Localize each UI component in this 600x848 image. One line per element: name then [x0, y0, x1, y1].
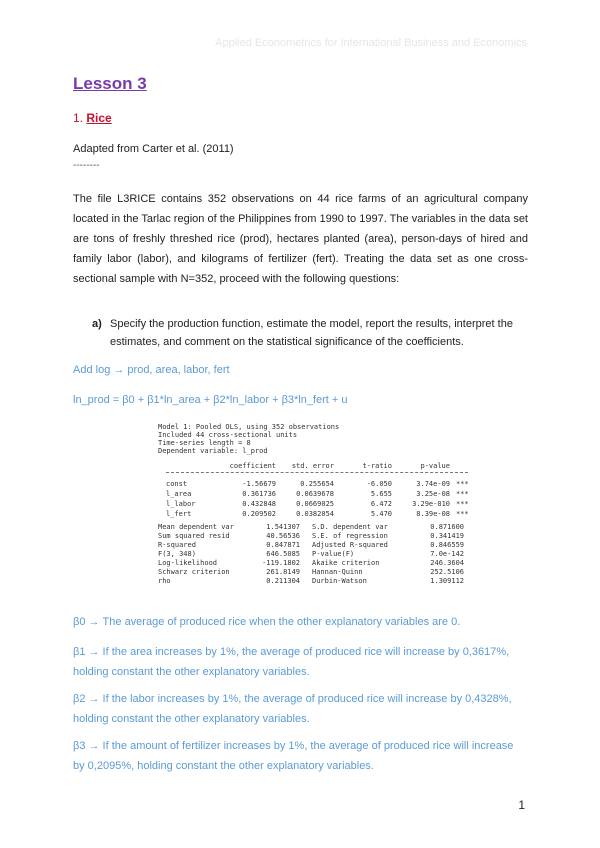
table-row: [158, 489, 528, 499]
stat-row: [158, 550, 528, 559]
stat-value: 1.309112: [430, 577, 464, 585]
stat-label: S.D. dependent var: [312, 523, 388, 531]
stat-value: -119.1802: [262, 559, 300, 567]
se-value: 0.0382054: [296, 510, 334, 518]
col-header: t-ratio: [362, 462, 392, 470]
stat-label: P-value(F): [312, 550, 355, 558]
stat-label: Akaike criterion: [312, 559, 380, 567]
table-row: [158, 499, 528, 509]
table-divider: [166, 472, 468, 479]
section-title: Rice: [86, 111, 112, 125]
question-a: [92, 315, 528, 351]
stat-row: [158, 577, 528, 586]
stat-row: [158, 532, 528, 541]
var-name: l_labor: [166, 500, 196, 508]
intro-paragraph: The file L3RICE contains 352 observations on 44 rice farms of an agricultural company located in the Tarlac region of the Philippines from 1990 to 1997. The variables in the data set are tons of freshly threshed rice (prod), hectares planted (area), person-days of hired and family labor (labor), and kilograms of fertilizer (fert). Treating the data set as one cross-sectional sample with N=352, proceed with the following questions:: [73, 193, 528, 285]
model-header-line: Dependent variable: l_prod: [158, 447, 268, 455]
p-value: 3.74e-09: [416, 480, 450, 488]
regression-statistics: [158, 523, 528, 586]
question-label: a): [92, 318, 102, 330]
t-value: 5.655: [370, 490, 392, 498]
col-header: coefficient: [229, 462, 276, 470]
coefficient-table: [158, 461, 528, 519]
significance: ***: [456, 490, 469, 498]
stat-label: F(3, 348): [158, 550, 196, 558]
stat-label: Mean dependent var: [158, 523, 234, 531]
var-name: l_fert: [166, 510, 192, 518]
col-header: std. error: [291, 462, 334, 470]
interpretation-beta0: β0 → The average of produced rice when the other explanatory variables are 0.: [73, 616, 461, 628]
lesson-title: Lesson 3: [73, 74, 147, 93]
section-number: 1.: [73, 111, 84, 125]
stat-row: [158, 568, 528, 577]
coef-value: 0.361736: [242, 490, 276, 498]
p-value: 3.25e-08: [416, 490, 450, 498]
var-name: l_area: [166, 490, 192, 498]
table-row: [158, 509, 528, 519]
interpretation-beta2: β2 → If the labor increases by 1%, the average of produced rice will increase by 0,4328%, holding constant the other explanatory variables.: [73, 693, 512, 725]
col-header: p-value: [420, 462, 450, 470]
significance: ***: [456, 500, 469, 508]
stat-row: [158, 541, 528, 550]
coef-value: -1.56679: [242, 480, 276, 488]
stat-value: 1.541307: [266, 523, 300, 531]
stat-value: 0.846559: [430, 541, 464, 549]
stat-label: Schwarz criterion: [158, 568, 230, 576]
significance: ***: [456, 480, 469, 488]
stat-label: Sum squared resid: [158, 532, 230, 540]
se-value: 0.255654: [300, 480, 334, 488]
var-name: const: [166, 480, 188, 488]
stat-label: rho: [158, 577, 171, 585]
t-value: 5.470: [370, 510, 392, 518]
stat-value: 0.847871: [266, 541, 300, 549]
model-header-line: Included 44 cross-sectional units: [158, 431, 298, 439]
stat-value: 0.341419: [430, 532, 464, 540]
running-header: Applied Econometrics for International Business and Economics: [215, 37, 527, 49]
table-row: [158, 479, 528, 489]
stat-label: R-squared: [158, 541, 196, 549]
interpretation-beta1: β1 → If the area increases by 1%, the average of produced rice will increase by 0,3617%, holding constant the other explanatory variables.: [73, 646, 510, 678]
se-value: 0.0639678: [296, 490, 334, 498]
equation: ln_prod = β0 + β1*ln_area + β2*ln_labor + β3*ln_fert + u: [73, 394, 348, 406]
section-heading: [73, 111, 112, 125]
stat-label: Hannan-Quinn: [312, 568, 363, 576]
p-value: 8.39e-08: [416, 510, 450, 518]
interpretation-beta3: β3 → If the amount of fertilizer increases by 1%, the average of produced rice will increase by 0,2095%, holding constant the other explanatory variables.: [73, 740, 514, 772]
stat-value: 646.5085: [266, 550, 300, 558]
stat-row: [158, 523, 528, 532]
t-value: 6.472: [370, 500, 392, 508]
model-header-line: Model 1: Pooled OLS, using 352 observations: [158, 423, 340, 431]
stat-value: 261.8149: [266, 568, 300, 576]
se-value: 0.0669025: [296, 500, 334, 508]
t-value: -6.050: [366, 480, 392, 488]
page-number: 1: [518, 798, 525, 812]
stat-value: 7.0e-142: [430, 550, 464, 558]
stat-label: Log-likelihood: [158, 559, 218, 567]
model-header-line: Time-series length = 8: [158, 439, 251, 447]
stat-value: 246.3604: [430, 559, 464, 567]
stat-value: 40.56536: [266, 532, 300, 540]
stat-label: Adjusted R-squared: [312, 541, 388, 549]
regression-output: [158, 423, 528, 586]
question-text: Specify the production function, estimate the model, report the results, interpret the estimates, and comment on the statistical significance of the coefficients.: [110, 318, 513, 348]
stat-label: S.E. of regression: [312, 532, 388, 540]
significance: ***: [456, 510, 469, 518]
stat-value: 0.871600: [430, 523, 464, 531]
stat-label: Durbin-Watson: [312, 577, 367, 585]
stat-row: [158, 559, 528, 568]
coefficient-header-row: [158, 461, 528, 471]
dash-separator: --------: [73, 160, 100, 171]
source-note: Adapted from Carter et al. (2011): [73, 143, 234, 155]
coef-value: 0.209502: [242, 510, 276, 518]
p-value: 3.29e-010: [412, 500, 450, 508]
stat-value: 252.5106: [430, 568, 464, 576]
stat-value: 0.211304: [266, 577, 300, 585]
coef-value: 0.432848: [242, 500, 276, 508]
log-note: Add log → prod, area, labor, fert: [73, 364, 230, 376]
